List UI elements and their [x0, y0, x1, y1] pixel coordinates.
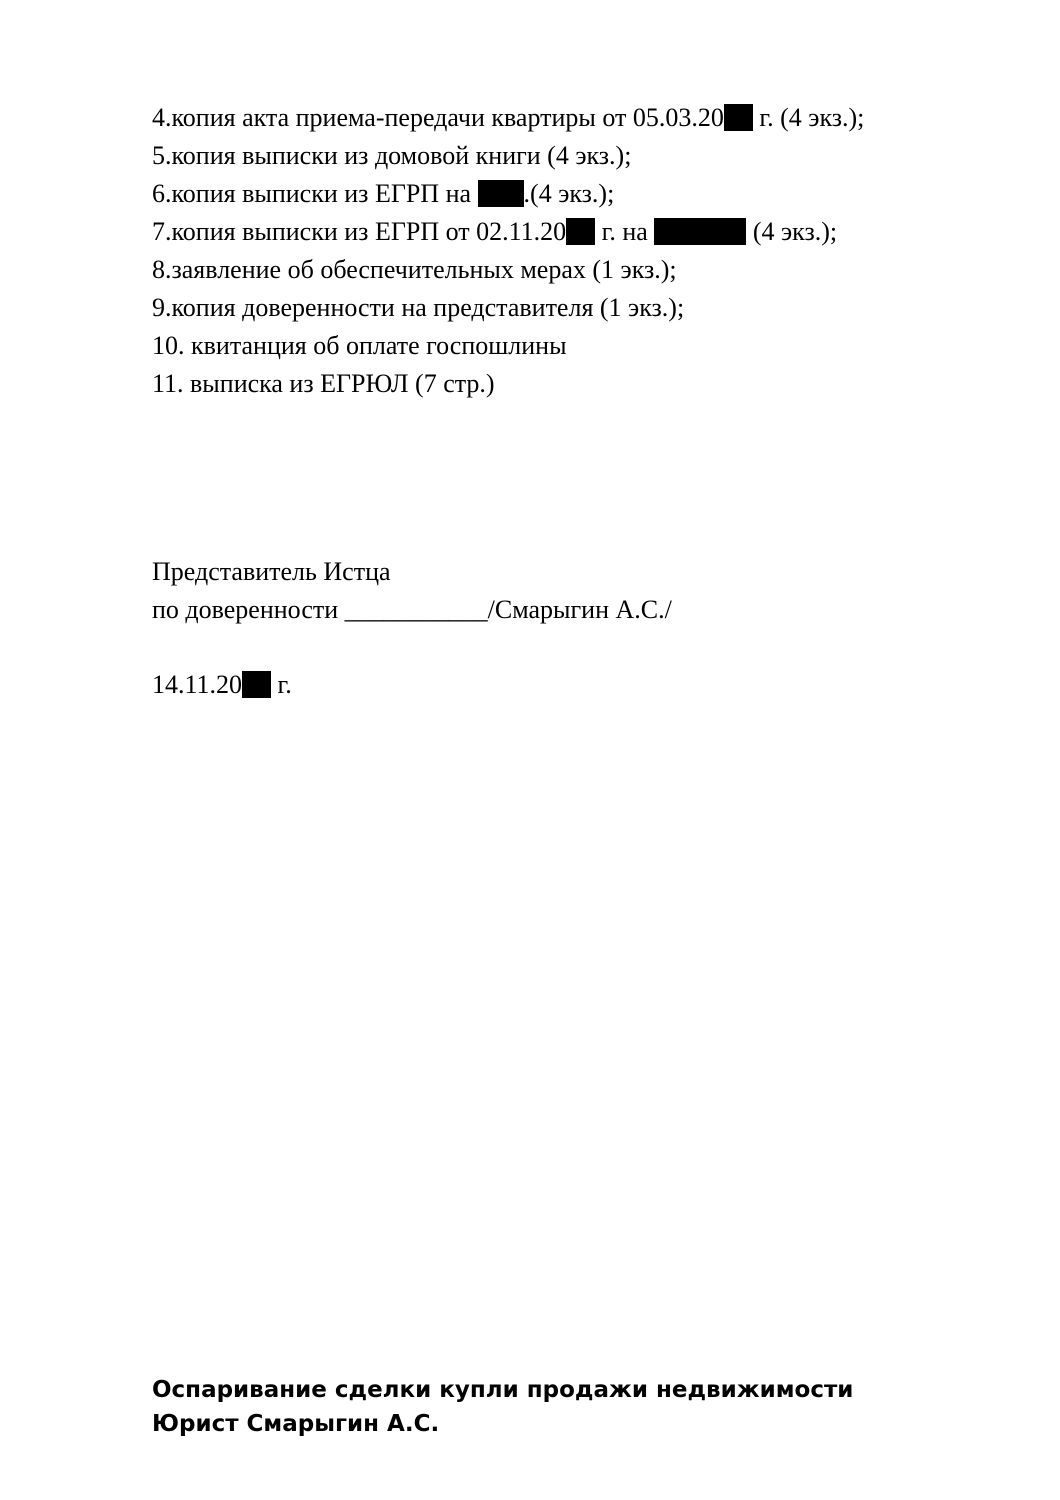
redaction-block — [566, 218, 595, 245]
date-text: 14.11.20 — [152, 670, 243, 699]
attachment-item-6 — [152, 179, 614, 209]
attachment-item-7-suffix: (4 экз.); — [746, 217, 838, 246]
signature-role: Представитель Истца — [152, 557, 391, 586]
attachment-item-5: 5.копия выписки из домовой книги (4 экз.); — [152, 141, 632, 170]
attachment-item-4 — [152, 103, 864, 133]
attachment-item-9: 9.копия доверенности на представителя (1 экз.); — [152, 293, 685, 322]
attachment-item-8: 8.заявление об обеспечительных мерах (1 экз.); — [152, 255, 677, 284]
signature-line: по доверенности ___________/Смарыгин А.С./ — [152, 595, 672, 624]
document-date — [152, 670, 292, 700]
attachment-item-7 — [152, 217, 837, 247]
redaction-block — [724, 104, 753, 131]
date-suffix: г. — [271, 670, 292, 699]
redaction-block — [654, 218, 746, 245]
footer-title: Оспаривание сделки купли продажи недвижимости — [152, 1377, 854, 1403]
attachment-item-4-suffix: г. (4 экз.); — [752, 103, 865, 132]
redaction-block — [478, 180, 524, 207]
attachment-item-7-text: 7.копия выписки из ЕГРП от 02.11.20 — [152, 217, 567, 246]
attachment-item-10: 10. квитанция об оплате госпошлины — [152, 331, 567, 360]
attachment-item-4-text: 4.копия акта приема-передачи квартиры от 05.03.20 — [152, 103, 724, 132]
footer-author: Юрист Смарыгин А.С. — [152, 1411, 440, 1437]
attachment-item-11: 11. выписка из ЕГРЮЛ (7 стр.) — [152, 369, 495, 398]
redaction-block — [242, 671, 271, 698]
attachment-item-6-suffix: .(4 экз.); — [523, 179, 615, 208]
attachment-item-6-text: 6.копия выписки из ЕГРП на — [152, 179, 478, 208]
attachment-item-7-middle: г. на — [595, 217, 655, 246]
